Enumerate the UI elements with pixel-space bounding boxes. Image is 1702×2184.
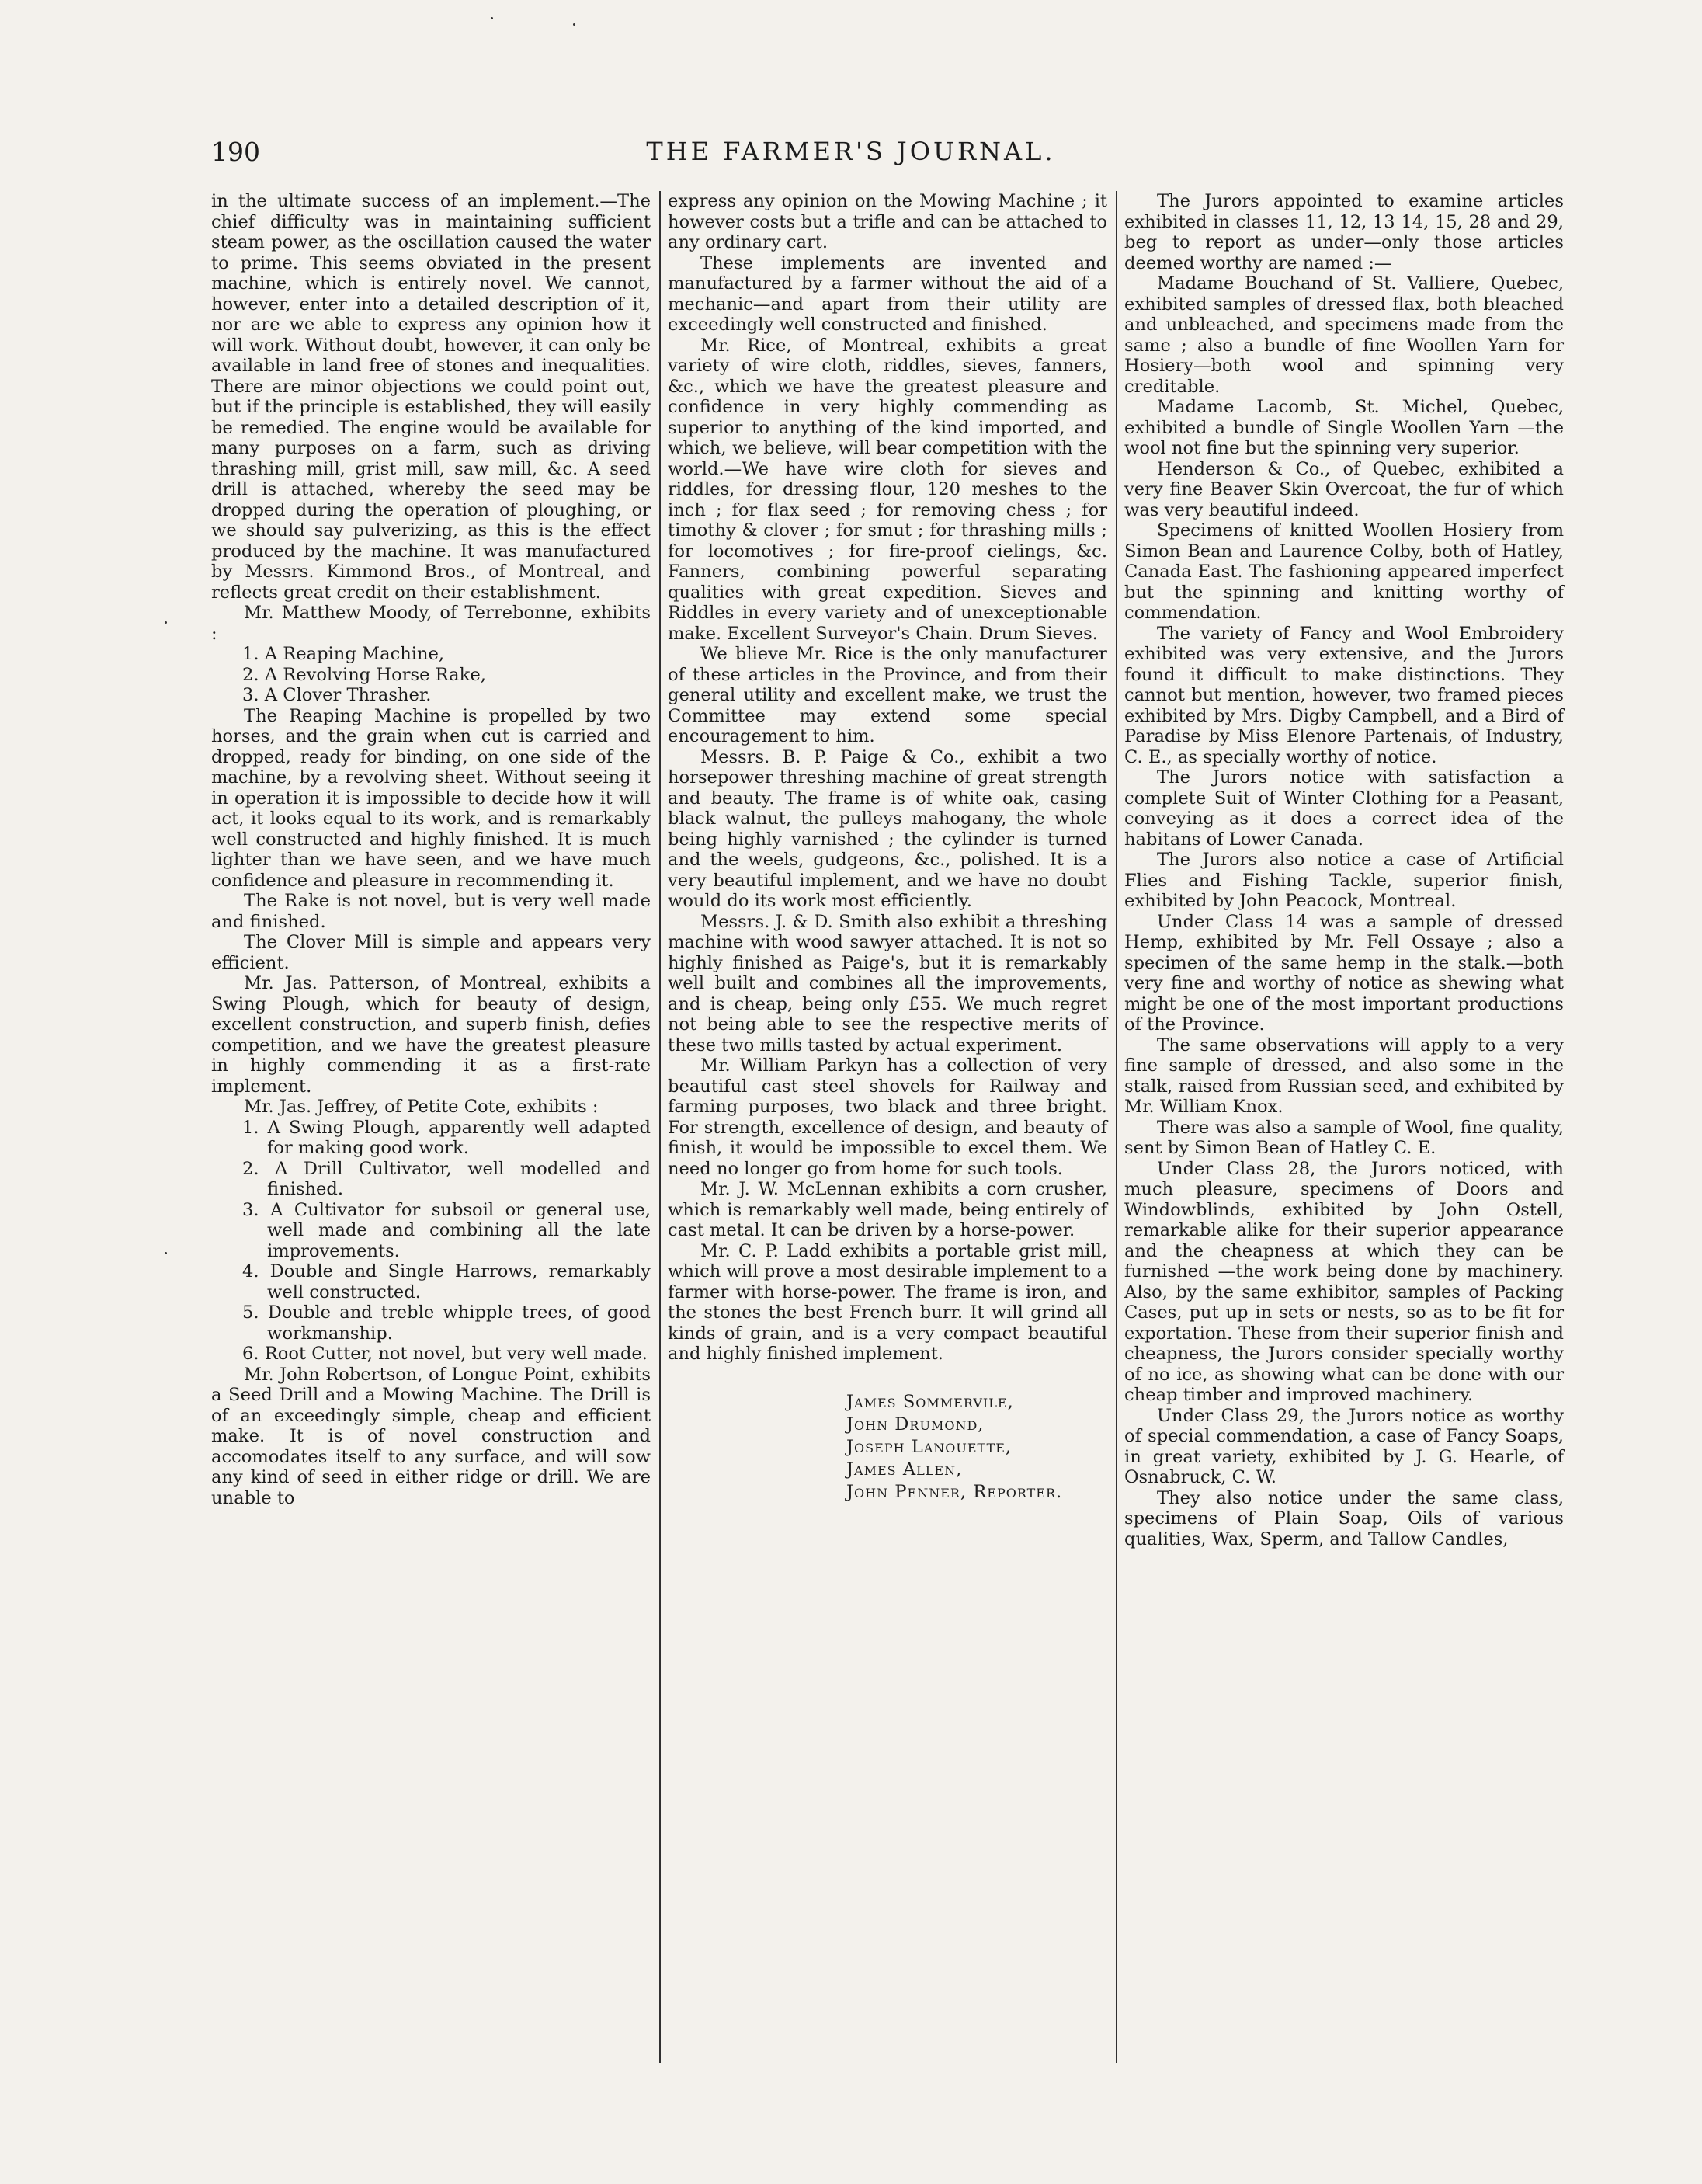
paragraph: Under Class 28, the Jurors noticed, with much pleasure, specimens of Doors and Windowblinds, exhibited by John Ostell, remarkable alike for their superior appearance and the cheapness at which they can be furnished —the work being done by machinery. Also, by the same exhibitor, samples of Packing Cases, put up in sets or nests, so as to be fit for exportation. These from their superior finish and cheapness, the Jurors consider specially worthy of no ice, as showing what can be done with our cheap timber and improved machinery.: [1124, 1158, 1564, 1405]
paragraph: Messrs. J. & D. Smith also exhibit a threshing machine with wood sawyer attached. It is not so highly finished as Paige's, but it is remarkably well built and combines all the improvements, and is cheap, being only £55. We much regret not being able to see the respective merits of these two mills tasted by actual experiment.: [668, 911, 1107, 1055]
paragraph: The Clover Mill is simple and appears very efficient.: [211, 932, 651, 973]
running-head-title: THE FARMER'S JOURNAL.: [646, 137, 1056, 166]
paragraph: Mr. William Parkyn has a collection of very beautiful cast steel shovels for Railway and farming purposes, two black and three bright. For strength, excellence of design, and beauty of finish, it would be impossible to excel them. We need no longer go from home for such tools.: [668, 1055, 1107, 1179]
paragraph: Under Class 14 was a sample of dressed Hemp, exhibited by Mr. Fell Ossaye ; also a specimen of the same hemp in the stalk.—both very fine and worthy of notice as shewing what might be one of the most important productions of the Province.: [1124, 911, 1564, 1035]
paragraph: The Reaping Machine is propelled by two horses, and the grain when cut is carried and dropped, ready for binding, on one side of the machine, by a revolving sheet. Without seeing it in operation it is impossible to decide how it will act, it looks equal to its work, and is remarkably well constructed and highly finished. It is much lighter than we have seen, and we have much confidence and pleasure in recommending it.: [211, 705, 651, 891]
print-speck: [573, 23, 575, 26]
list-item: 3. A Clover Thrasher.: [242, 685, 432, 705]
paragraph: Mr. Matthew Moody, of Terrebonne, exhibits :: [211, 603, 651, 644]
print-speck: [165, 1252, 167, 1254]
list-item: 2. A Revolving Horse Rake,: [242, 664, 486, 685]
paragraph: Mr. Jas. Jeffrey, of Petite Cote, exhibits :: [244, 1097, 599, 1117]
list-item: 1. A Reaping Machine,: [242, 644, 445, 664]
paragraph: Mr. C. P. Ladd exhibits a portable grist mill, which will prove a most desirable implement to a farmer with horse-power. The frame is iron, and the stones the best French burr. It will grind all kinds of grain, and is a very compact beautiful and highly finished implement.: [668, 1240, 1107, 1364]
signature-block: [668, 1391, 1107, 1504]
signature: Joseph Lanouette,: [846, 1436, 1013, 1457]
paragraph: Madame Bouchand of St. Valliere, Quebec, exhibited samples of dressed flax, both bleached and unbleached, and specimens made from the same ; also a bundle of fine Woollen Yarn for Hosiery—both wool and spinning very creditable.: [1124, 273, 1564, 397]
column-2: [668, 191, 1107, 1504]
list-item: 1. A Swing Plough, apparently well adapted for making good work.: [242, 1117, 651, 1158]
paragraph: Mr. J. W. McLennan exhibits a corn crusher, which is remarkably well made, being entirely of cast metal. It can be driven by a horse-power.: [668, 1179, 1107, 1240]
paragraph: Henderson & Co., of Quebec, exhibited a very fine Beaver Skin Overcoat, the fur of which was very beautiful indeed.: [1124, 458, 1564, 520]
column-1: [211, 191, 651, 1508]
jeffrey-exhibit-list: [211, 1118, 651, 1365]
list-item: 2. A Drill Cultivator, well modelled and finished.: [242, 1158, 651, 1199]
paragraph: The variety of Fancy and Wool Embroidery exhibited was very extensive, and the Jurors found it difficult to make distinctions. They cannot but mention, however, two framed pieces exhibited by Mrs. Digby Campbell, and a Bird of Paradise by Miss Elenore Partenais, of Industry, C. E., as specially worthy of notice.: [1124, 623, 1564, 767]
column-3: [1124, 191, 1564, 1549]
paragraph: Madame Lacomb, St. Michel, Quebec, exhibited a bundle of Single Woollen Yarn —the wool not fine but the spinning very superior.: [1124, 397, 1564, 458]
paragraph: in the ultimate success of an implement.—The chief difficulty was in maintaining sufficient steam power, as the oscillation caused the water to prime. This seems obviated in the present machine, which is entirely novel. We cannot, however, enter into a detailed description of it, nor are we able to express any opinion how it will work. Without doubt, however, it can only be available in land free of stones and inequalities. There are minor objections we could point out, but if the principle is established, they will easily be remedied. The engine would be available for many purposes on a farm, such as driving thrashing mill, grist mill, saw mill, &c. A seed drill is attached, whereby the seed may be dropped during the operation of ploughing, or we should say pulverizing, as this is the effect produced by the machine. It was manufactured by Messrs. Kimmond Bros., of Montreal, and reflects great credit on their establishment.: [211, 191, 651, 603]
text-columns: [211, 191, 1567, 2063]
paragraph: The Jurors also notice a case of Artificial Flies and Fishing Tackle, superior finish, exhibited by John Peacock, Montreal.: [1124, 850, 1564, 911]
paragraph: The Rake is not novel, but is very well made and finished.: [211, 891, 651, 932]
paragraph: They also notice under the same class, specimens of Plain Soap, Oils of various qualities, Wax, Sperm, and Tallow Candles,: [1124, 1487, 1564, 1549]
paragraph: Messrs. B. P. Paige & Co., exhibit a two horsepower threshing machine of great strength and beauty. The frame is of white oak, casing black walnut, the pulleys mahogany, the whole being highly varnished ; the cylinder is turned and the weels, gudgeons, &c., polished. It is a very beautiful implement, and we have no doubt would do its work most efficiently.: [668, 746, 1107, 911]
column-rule: [1116, 191, 1117, 2063]
page-number: 190: [211, 137, 260, 167]
paragraph: Mr. Rice, of Montreal, exhibits a great variety of wire cloth, riddles, sieves, fanners, &c., which we have the greatest pleasure and confidence in very highly commending as superior to anything of the kind imported, and which, we believe, will bear competition with the world.—We have wire cloth for sieves and riddles, for dressing flour, 120 meshes to the inch ; for flax seed ; for removing chess ; for timothy & clover ; for smut ; for thrashing mills ; for locomotives ; for fire-proof cielings, &c. Fanners, combining powerful separating qualities with great expedition. Sieves and Riddles in every variety and of unexceptionable make. Excellent Surveyor's Chain. Drum Sieves.: [668, 335, 1107, 644]
print-speck: [165, 621, 167, 624]
list-item: 4. Double and Single Harrows, remarkably well constructed.: [242, 1261, 651, 1302]
paragraph: Mr. Jas. Patterson, of Montreal, exhibits a Swing Plough, which for beauty of design, excellent construction, and superb finish, defies competition, and we have the greatest pleasure in highly commending it as a first-rate implement.: [211, 973, 651, 1097]
signature: James Allen,: [846, 1459, 963, 1480]
paragraph: Specimens of knitted Woollen Hosiery from Simon Bean and Laurence Colby, both of Hatley, Canada East. The fashioning appeared imperfect but the spinning and knitting worthy of commendation.: [1124, 520, 1564, 623]
paragraph: We blieve Mr. Rice is the only manufacturer of these articles in the Province, and from their general utility and excellent make, we trust the Committee may extend some special encouragement to him.: [668, 644, 1107, 746]
paragraph: These implements are invented and manufactured by a farmer without the aid of a mechanic—and apart from their utility are exceedingly well constructed and finished.: [668, 252, 1107, 335]
moody-exhibit-list: [211, 644, 651, 706]
paragraph: There was also a sample of Wool, fine quality, sent by Simon Bean of Hatley C. E.: [1124, 1117, 1564, 1158]
column-rule: [659, 191, 661, 2063]
signature: James Sommervile,: [846, 1391, 1014, 1412]
signature: John Drumond,: [846, 1414, 985, 1435]
print-speck: [491, 17, 493, 19]
list-item: 5. Double and treble whipple trees, of good workmanship.: [242, 1302, 651, 1344]
paragraph: The Jurors notice with satisfaction a complete Suit of Winter Clothing for a Peasant, conveying as it does a correct idea of the habitans of Lower Canada.: [1124, 767, 1564, 850]
paragraph: express any opinion on the Mowing Machine ; it however costs but a trifle and can be attached to any ordinary cart.: [668, 191, 1107, 252]
signature: John Penner, Reporter.: [846, 1481, 1063, 1502]
paragraph: The same observations will apply to a very fine sample of dressed, and also some in the stalk, raised from Russian seed, and exhibited by Mr. William Knox.: [1124, 1035, 1564, 1117]
paragraph: Under Class 29, the Jurors notice as worthy of special commendation, a case of Fancy Soaps, in great variety, exhibited by J. G. Hearle, of Osnabruck, C. W.: [1124, 1405, 1564, 1487]
paragraph: Mr. John Robertson, of Longue Point, exhibits a Seed Drill and a Mowing Machine. The Drill is of an exceedingly simple, cheap and efficient make. It is of novel construction and accomodates itself to any surface, and will sow any kind of seed in either ridge or drill. We are unable to: [211, 1364, 651, 1508]
list-item: 3. A Cultivator for subsoil or general use, well made and combining all the late improvements.: [242, 1199, 651, 1261]
list-item: 6. Root Cutter, not novel, but very well made.: [242, 1344, 648, 1364]
paragraph: The Jurors appointed to examine articles exhibited in classes 11, 12, 13 14, 15, 28 and 29, beg to report as under—only those articles deemed worthy are named :—: [1124, 191, 1564, 273]
